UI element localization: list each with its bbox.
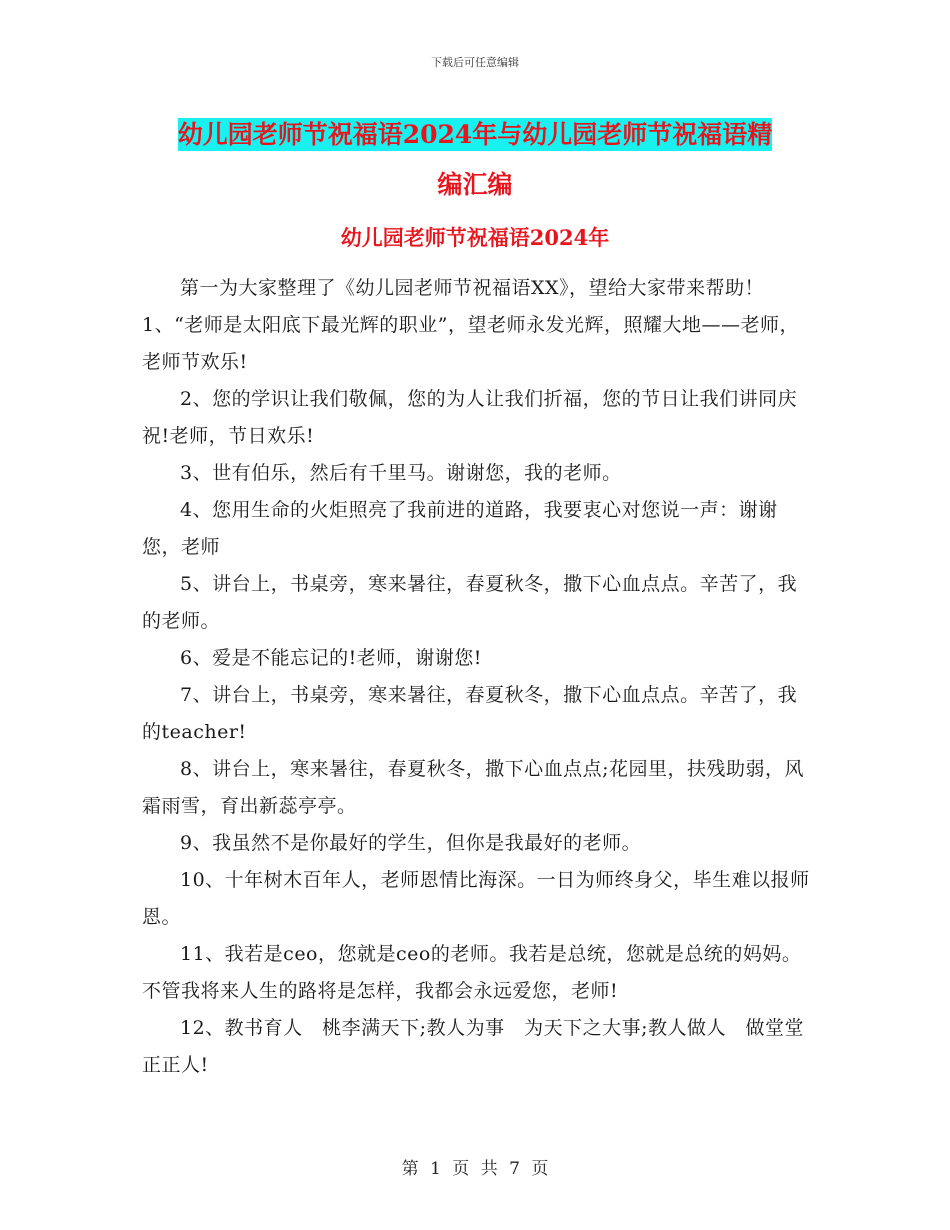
paragraph: 8、讲台上，寒来暑往，春夏秋冬，撒下心血点点;花园里，扶残助弱，风霜雨雪，育出新蕊亭亭。 bbox=[142, 758, 804, 817]
page-header: 下载后可任意编辑 bbox=[431, 56, 519, 69]
paragraph: 6、爱是不能忘记的!老师，谢谢您! bbox=[180, 647, 482, 669]
paragraph: 3、世有伯乐，然后有千里马。谢谢您，我的老师。 bbox=[180, 462, 622, 484]
paragraph: 11、我若是ceo，您就是ceo的老师。我若是总统，您就是总统的妈妈。不管我将来人生的路将是怎样，我都会永远爱您，老师! bbox=[142, 943, 802, 1002]
paragraph: 5、讲台上，书桌旁，寒来暑往，春夏秋冬，撒下心血点点。辛苦了，我的老师。 bbox=[142, 573, 798, 632]
paragraph: 12、教书育人 桃李满天下;教人为事 为天下之大事;教人做人 做堂堂正正人! bbox=[142, 1017, 804, 1076]
title-line-2: 编汇编 bbox=[437, 170, 513, 199]
paragraph: 4、您用生命的火炬照亮了我前进的道路，我要衷心对您说一声：谢谢您，老师 bbox=[142, 499, 778, 558]
section-subtitle: 幼儿园老师节祝福语2024年 bbox=[340, 225, 610, 250]
document-title bbox=[140, 110, 810, 210]
page-footer: 第 1 页 共 7 页 bbox=[401, 1159, 549, 1179]
paragraph: 9、我虽然不是你最好的学生，但你是我最好的老师。 bbox=[180, 832, 642, 854]
paragraph: 第一为大家整理了《幼儿园老师节祝福语XX》，望给大家带来帮助！ 1、“老师是太阳底下最光辉的职业”，望老师永发光辉，照耀大地——老师，老师节欢乐! bbox=[142, 277, 800, 373]
title-line-1: 幼儿园老师节祝福语2024年与幼儿园老师节祝福语精 bbox=[177, 120, 773, 149]
paragraph: 2、您的学识让我们敬佩，您的为人让我们折福，您的节日让我们讲同庆祝!老师，节日欢乐! bbox=[142, 388, 798, 447]
document-body bbox=[142, 270, 812, 1084]
paragraph: 7、讲台上，书桌旁，寒来暑往，春夏秋冬，撒下心血点点。辛苦了，我的teacher! bbox=[142, 684, 798, 743]
paragraph: 10、十年树木百年人，老师恩情比海深。一日为师终身父，毕生难以报师恩。 bbox=[142, 869, 810, 928]
